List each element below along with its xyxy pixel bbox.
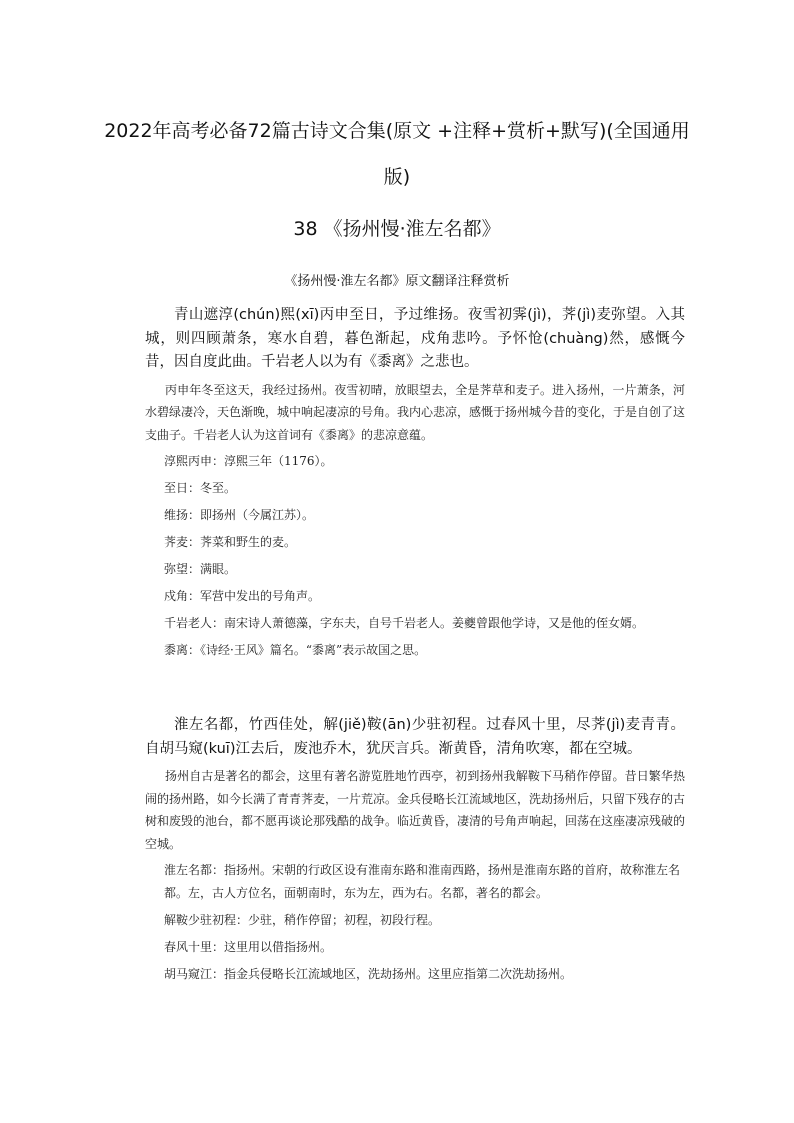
note-item: 黍离：《诗经·王风》篇名。“黍离”表示故国之思。 xyxy=(164,643,427,657)
stanza-original-text: 淮左名都，竹西佳处，解(jiě)鞍(ān)少驻初程。过春风十里，尽荠(jì)麦青青。自胡马窥(kuī)江去后，废池乔木，犹厌言兵。渐黄昏，清角吹寒，都在空城。 xyxy=(145,717,685,757)
note-item: 千岩老人：南宋诗人萧德藻，字东夫，自号千岩老人。姜夔曾跟他学诗，又是他的侄女婿。 xyxy=(164,616,645,630)
note-item: 至日：冬至。 xyxy=(164,481,237,495)
preface-notes-list xyxy=(145,450,685,662)
note-item: 淮左名都：指扬州。宋朝的行政区设有淮南东路和淮南西路，扬州是淮南东路的首府，故称淮左名都。左，古人方位名，面朝南时，东为左，西为右。名都，著名的都会。 xyxy=(164,863,681,900)
preface-original-text: 青山遮淳(chún)熙(xī)丙申至日，予过维扬。夜雪初霁(jì)，荠(jì)麦弥望。入其城，则四顾萧条，寒水自碧，暮色渐起，戍角悲吟。予怀怆(chuàng)然，感慨今昔，因自度此曲。千岩老人以为有《黍离》之悲也。 xyxy=(145,307,685,370)
note-item: 春风十里：这里用以借指扬州。 xyxy=(164,939,333,954)
note-item: 弥望：满眼。 xyxy=(164,562,237,576)
note-item: 维扬：即扬州（今属江苏）。 xyxy=(164,508,315,522)
note-item: 淳熙丙申：淳熙三年（1176）。 xyxy=(164,454,333,468)
stanza-block xyxy=(145,714,685,990)
stanza-translation-text: 扬州自古是著名的都会，这里有著名游览胜地竹西亭，初到扬州我解鞍下马稍作停留。昔日繁华热闹的扬州路，如今长满了青青荠麦，一片荒凉。金兵侵略长江流域地区，洗劫扬州后，只留下残存的古树和废毁的池台，都不愿再谈论那残酷的战争。临近黄昏，凄清的号角声响起，回荡在这座凄凉残破的空城。 xyxy=(145,769,686,851)
note-item: 解鞍少驻初程：少驻，稍作停留；初程，初段行程。 xyxy=(164,912,441,927)
preface-block xyxy=(145,304,685,666)
note-item: 荠麦：荠菜和野生的麦。 xyxy=(164,535,297,549)
section-heading: 《扬州慢·淮左名都》原文翻译注释赏析 xyxy=(284,274,510,289)
poem-heading: 38 《扬州慢·淮左名都》 xyxy=(293,218,501,240)
stanza-notes-list xyxy=(145,859,685,985)
preface-translation-text: 丙申年冬至这天，我经过扬州。夜雪初晴，放眼望去，全是荠草和麦子。进入扬州，一片萧条，河水碧绿凄冷，天色渐晚，城中响起凄凉的号角。我内心悲凉，感慨于扬州城今昔的变化，于是自创了这支曲子。千岩老人认为这首词有《黍离》的悲凉意蕴。 xyxy=(145,382,686,442)
note-item: 胡马窥江：指金兵侵略长江流域地区，洗劫扬州。这里应指第二次洗劫扬州。 xyxy=(164,966,573,981)
note-item: 戍角：军营中发出的号角声。 xyxy=(164,589,321,603)
document-title: 2022年高考必备72篇古诗文合集(原文 +注释+赏析+默写)(全国通用版) xyxy=(104,120,690,188)
